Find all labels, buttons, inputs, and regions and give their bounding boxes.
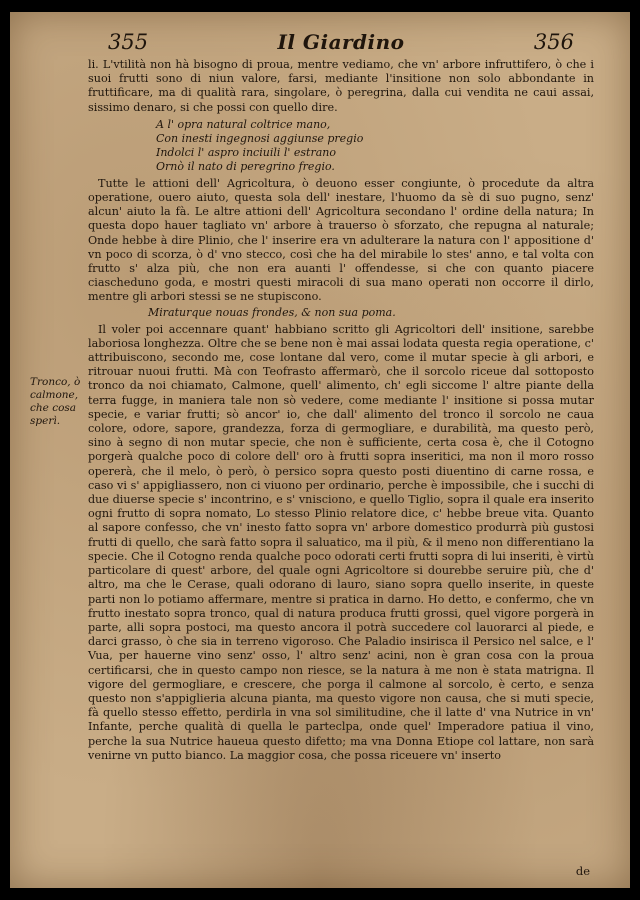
page-header: [108, 30, 574, 60]
text-column: [88, 58, 594, 763]
verse-line: Ornò il nato di peregrino fregio.: [156, 159, 335, 173]
page-number-left: 355: [108, 30, 149, 54]
verse-line: A l' opra natural coltrice mano,: [156, 117, 331, 131]
marginal-note-line: sperì.: [30, 415, 61, 427]
verse-block: [156, 118, 594, 174]
marginal-note-line: che cosa: [30, 402, 77, 414]
paragraph-2: Tutte le attioni dell' Agricoltura, ò deuono esser congiunte, ò procedute da altra operatione, ouero aiuto, questa sola dell' inestare, l'huomo da sè di suo pugno, senz' alcun' aiuto la fà. Le altre attioni dell' Agricoltura secondano l' ordine della natura; In questa dopo hauer tagliato vn' arbore à trauerso ò sforzato, che repugna al naturale; Onde hebbe à dire Plinio, che l' inserire era vn adulterare la natura con l' appositione d' vn poco di scorza, ò d' vno stecco, così che ha del mirabile lo stes' anno, e tal volta con frutto s' alza più, che non era auanti l' offendesse, si che con quanto piacere ciascheduno goda, e mostri questi miracoli di sua mano operati non occorre il dirlo, mentre gli arbori stessi se ne stupiscono.: [88, 176, 594, 304]
catchword: de: [575, 864, 590, 878]
marginal-note-line: calmone,: [30, 389, 79, 401]
book-page: [10, 12, 630, 888]
marginal-note-line: Tronco, ò: [30, 376, 81, 388]
paragraph-1: li. L'vtilità non hà bisogno di proua, mentre vediamo, che vn' arbore infruttifero, ò che i suoi frutti sono di niun valore, farsi, mediante l'insitione non solo abbondante in fruttificare, ma di qualità rara, singolare, ò peregrina, dalla cui vendita ne caui assai, sissimo denaro, si che possi con quello dire.: [88, 58, 594, 114]
verse-line: Indolci l' aspro inciuili l' estrano: [156, 145, 337, 159]
marginal-note: [30, 376, 84, 428]
paragraph-3: Il voler poi accennare quant' habbiano scritto gli Agricoltori dell' insitione, sarebbe laboriosa longhezza. Oltre che se bene non è mai assai lodata questa regia operatione, c' attribuiscono, secondo me, cose lontane dal vero, come il mutar specie à gli arbori, e ritrouar nuoui frutti. Mà con Teofrasto affermarò, che il sorcolo riceue dal sottoposto tronco da noi chiamato, Calmone, quell' alimento, ch' egli siccome l' altre piante della terra fugge, in maniera tale non sò vedere, come mediante l' insitione si possa mutar specie, e variar frutti; sò ancor' io, che dall' alimento del tronco il sorcolo ne caua colore, odore, sapore, grandezza, forza di germogliare, e durabilità, ma questo però, sino à segno di non mutar specie, che non è sufficiente, certa cosa è, che il Cotogno porgerà qualche poco di colore dell' oro à frutti sopra inseritici, ma non il moro rosso opererà, che il melo, ò però, ò persico sopra questo posti diuentino di carne rossa, e caso vi s' appigliassero, non ci viuono per ordinario, perche è impossibile, che i succhi di due diuerse specie s' incontrino, e s' vnisciono, e quello Tiglio, sopra il quale era inserito ogni frutto di sopra nomato, Lo stesso Plinio relatore dice, c' hebbe breue vita. Quanto al sapore confesso, che vn' inesto fatto sopra vn' arbore domestico produrrà più gustosi frutti di quello, che sarà fatto sopra il saluatico, ma il più, & il meno non differentiano la specie. Che il Cotogno renda qualche poco odorati certi frutti sopra di lui inseriti, è virtù particolare di quest' arbore, del quale ogni Agricoltore si dourebbe seruire più, che d' altro, ma che le Cerase, quali odorano di lauro, siano sopra quello inserite, in queste parti non lo potiamo affermare, mentre si pratica in darno. Ho detto, e confermo, che vn frutto inestato sopra tronco, qual di natura produca frutti grossi, quel vigore porgerà in parte, alli sopra postoci, ma questo ancora il potrà succedere col lauorarci al piede, e darci grasso, ò che sia in terreno vigoroso. Che Paladio insirisca il Persico nel salce, e l' Vua, per hauerne vino senz' osso, l' altro senz' acini, non è gran cosa con la proua certificarsi, che in questo campo non riesce, se la natura à me non è stata matrigna. Il vigore del germogliare, e crescere, che porga il calmone al sorcolo, è certo, e senza questo non s'appiglieria alcuna pianta, ma questo vigore non causa, che si muti specie, fà quello stesso effetto, perdirla in vna sol similitudine, che il latte d' vna Nutrice in vn' Infante, perche qualità di quella le parteclpa, onde quel' Imperadore patiua il vino, perche la sua Nutrice haueua questo difetto; ma vna Donna Etiope col lattare, non sarà venirne vn putto bianco. La maggior cosa, che possa riceuere vn' inserto: [88, 322, 594, 762]
latin-quote: Miraturque nouas frondes, & non sua poma.: [148, 305, 396, 319]
verse-line: Con inesti ingegnosi aggiunse pregio: [156, 131, 364, 145]
running-title: Il Giardino: [277, 30, 405, 54]
page-number-right: 356: [533, 30, 574, 54]
